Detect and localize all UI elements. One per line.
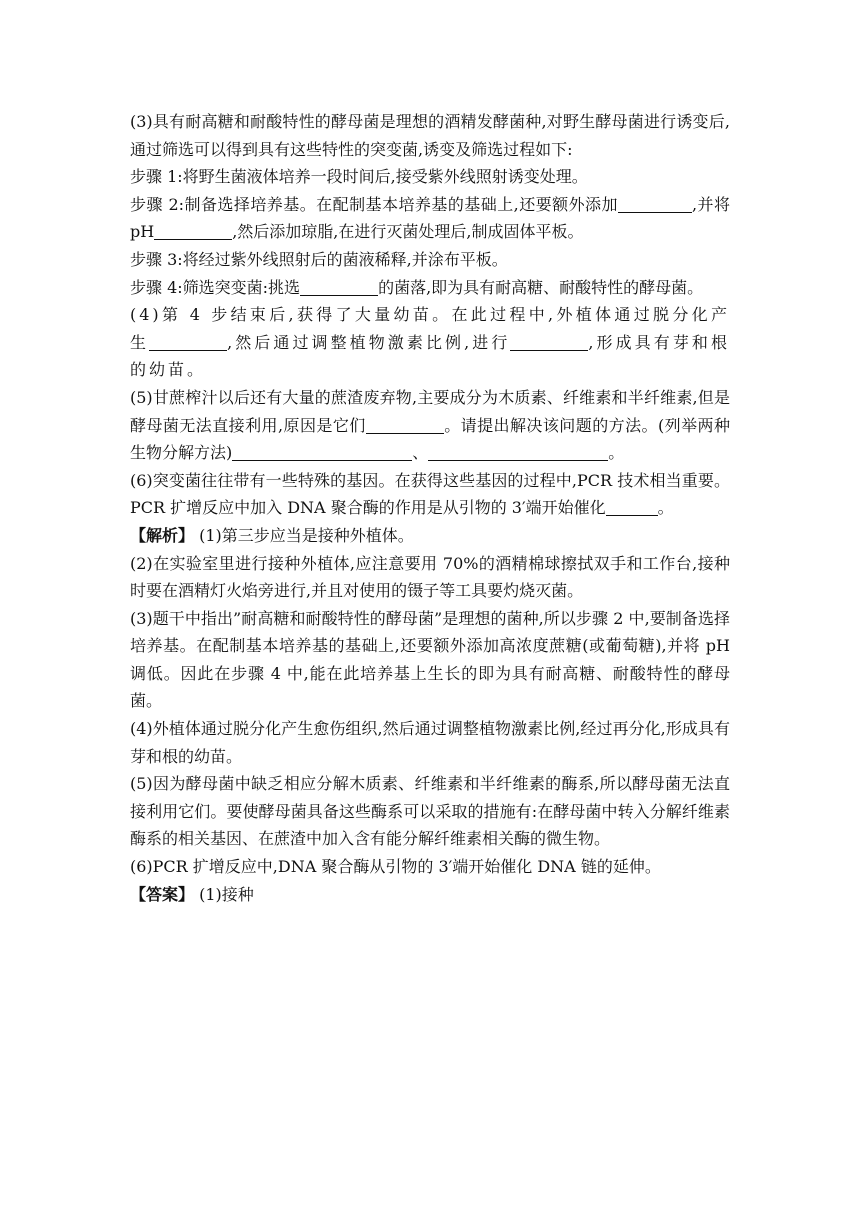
answer-blank	[606, 499, 658, 516]
q3-step2-text-b: ,并将 pH	[130, 194, 730, 242]
document-content	[130, 108, 730, 908]
answer-blank	[428, 444, 608, 461]
q5-text-c: 、	[412, 443, 429, 463]
q3-step3: 步骤 3:将经过紫外线照射后的菌液稀释,并涂布平板。	[130, 249, 508, 269]
answer-blank	[154, 223, 232, 240]
q3-step2-text-c: ,然后添加琼脂,在进行灭菌处理后,制成固体平板。	[232, 222, 584, 242]
q3-intro: (3)具有耐高糖和耐酸特性的酵母菌是理想的酒精发酵菌种,对野生酵母菌进行诱变后,通过筛选可以得到具有这些特性的突变菌,诱变及筛选过程如下:	[130, 112, 730, 159]
answer-blank	[300, 279, 378, 296]
answer-blank	[618, 196, 692, 213]
analysis-a4: (4)外植体通过脱分化产生愈伤组织,然后通过调整植物激素比例,经过再分化,形成具有芽和根的幼苗。	[130, 719, 730, 766]
analysis-tag: 【解析】	[130, 525, 195, 545]
answer-blank	[510, 334, 588, 351]
analysis-a2: (2)在实验室里进行接种外植体,应注意要用 70%的酒精棉球擦拭双手和工作台,接种时要在酒精灯火焰旁进行,并且对使用的镊子等工具要灼烧灭菌。	[130, 553, 730, 601]
q3-step4-text-a: 步骤 4:筛选突变菌:挑选	[130, 277, 301, 297]
q4-text-c: ,形成具有芽和根的幼苗。	[130, 332, 730, 380]
q3-step2	[130, 191, 730, 246]
q6-text	[130, 467, 730, 522]
q4-text-b: ,然后通过调整植物激素比例,进行	[227, 332, 511, 352]
q3-step1: 步骤 1:将野生菌液体培养一段时间后,接受紫外线照射诱变处理。	[130, 167, 588, 187]
answer-blank	[366, 417, 444, 434]
q5-text	[130, 384, 730, 467]
q5-text-a: (5)甘蔗榨汁以后还有大量的蔗渣废弃物,主要成分为木质素、纤维素和半纤维素,但是酵母菌无法直接利用,原因是它们	[130, 387, 730, 435]
q4-text	[130, 301, 730, 384]
q3-step4	[130, 274, 730, 302]
q3-step2-text-a: 步骤 2:制备选择培养基。在配制基本培养基的基础上,还要额外添加	[130, 194, 618, 214]
analysis-a1: (1)第三步应当是接种外植体。	[194, 525, 414, 545]
answer-blank	[232, 444, 412, 461]
q5-text-d: 。	[608, 443, 625, 463]
analysis-line-1	[130, 522, 730, 550]
answer-tag: 【答案】	[130, 884, 195, 904]
q6-text-b: 。	[657, 498, 674, 518]
q4-text-a: (4)第 4 步结束后,获得了大量幼苗。在此过程中,外植体通过脱分化产生	[130, 305, 730, 352]
q6-text-a: (6)突变菌往往带有一些特殊的基因。在获得这些基因的过程中,PCR 技术相当重要。PCR 扩增反应中加入 DNA 聚合酶的作用是从引物的 3′端开始催化	[130, 470, 730, 518]
q5-text-b: 。请提出解决该问题的方法。(列举两种生物分解方法)	[130, 415, 730, 463]
analysis-a6: (6)PCR 扩增反应中,DNA 聚合酶从引物的 3′端开始催化 DNA 链的延伸。	[130, 857, 661, 877]
answer-a1: (1)接种	[194, 884, 254, 904]
q3-step4-text-b: 的菌落,即为具有耐高糖、耐酸特性的酵母菌。	[378, 277, 704, 297]
answer-line-1	[130, 881, 730, 909]
analysis-a3: (3)题干中指出”耐高糖和耐酸特性的酵母菌”是理想的菌种,所以步骤 2 中,要制备选择培养基。在配制基本培养基的基础上,还要额外添加高浓度蔗糖(或葡萄糖),并将 pH 调低。因此在步骤 4 中,能在此培养基上生长的即为具有耐高糖、耐酸特性的酵母菌。	[130, 608, 730, 711]
analysis-a5: (5)因为酵母菌中缺乏相应分解木质素、纤维素和半纤维素的酶系,所以酵母菌无法直接利用它们。要使酵母菌具备这些酶系可以采取的措施有:在酵母菌中转入分解纤维素酶系的相关基因、在蔗渣中加入含有能分解纤维素相关酶的微生物。	[130, 774, 730, 849]
answer-blank	[149, 334, 227, 351]
